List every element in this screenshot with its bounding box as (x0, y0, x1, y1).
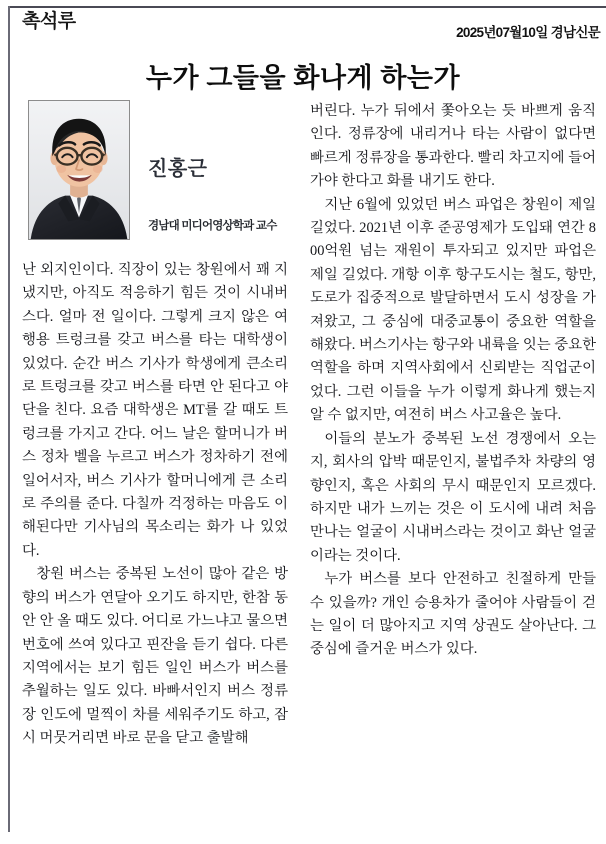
article-column-left (22, 259, 288, 751)
author-name: 진홍근 (148, 158, 208, 180)
paragraph: 누가 버스를 보다 안전하고 친절하게 만들 수 있을까? 개인 승용차가 줄어야 사람들이 걷는 일이 더 많아지고 지역 상권도 살아난다. 그 중심에 즐거운 버스가 있다. (310, 571, 596, 658)
masthead (22, 12, 600, 42)
author-portrait-illustration (29, 101, 129, 239)
issue-date-and-paper: 2025년07월10일 경남신문 (456, 25, 600, 40)
paragraph: 난 외지인이다. 직장이 있는 창원에서 꽤 지냈지만, 아직도 적응하기 힘든 것이 시내버스다. 얼마 전 일이다. 그렇게 크지 않은 여행용 트렁크를 갖고 버스를 타는 대학생이 있었다. 순간 버스 기사가 학생에게 큰소리로 트렁크를 갖고 버스를 타면 안 된다고 야단을 친다. 요즘 대학생은 MT를 갈 때도 트렁크를 가지고 간다. 어느 날은 할머니가 버스 정차 벨을 누르고 버스가 정차하기 전에 일어서자, 버스 기사가 할머니에게 큰 소리로 주의를 준다. 다칠까 걱정하는 마음도 이해된다만 기사님의 목소리는 화가 나 있었다. (22, 262, 288, 559)
byline-block (22, 100, 292, 250)
author-affiliation: 경남대 미디어영상학과 교수 (148, 220, 277, 232)
article-headline: 누가 그들을 화나게 하는가 (145, 63, 461, 94)
paragraph: 창원 버스는 중복된 노선이 많아 같은 방향의 버스가 연달아 오기도 하지만, 한참 동안 안 올 때도 있다. 어디로 가느냐고 물으면 번호에 쓰여 있다고 핀잔을 듣기 쉽다. 다른 지역에서는 보기 힘든 일인 버스가 버스를 추월하는 일도 있다. 바빠서인지 버스 정류장 인도에 멀찍이 차를 세워주기도 하고, 잠시 머뭇거리면 바로 문을 닫고 출발해 (22, 566, 288, 747)
section-title: 촉석루 (22, 11, 76, 32)
article-column-right (310, 100, 596, 662)
page-left-rule (8, 6, 10, 832)
paragraph: 이들의 분노가 중복된 노선 경쟁에서 오는지, 회사의 압박 때문인지, 불법주차 차량의 영향인지, 혹은 사회의 무시 때문인지 모르겠다. 하지만 내가 느끼는 것은 이 도시에 내려 처음 만나는 얼굴이 시내버스라는 것이고 화난 얼굴이라는 것이다. (310, 430, 596, 564)
paragraph: 지난 6월에 있었던 버스 파업은 창원이 제일 길었다. 2021년 이후 준공영제가 도입돼 연간 800억원 넘는 재원이 투자되고 있지만 파업은 제일 길었다. 개항 이후 항구도시는 철도, 항만, 도로가 집중적으로 발달하면서 도시 성장을 가져왔고, 그 중심에 대중교통이 중요한 역할을 해왔다. 버스기사는 항구와 내륙을 잇는 중요한 역할을 하며 지역사회에서 신뢰받는 직업군이었다. 그런 이들을 누가 이렇게 화나게 했는지 알 수 없지만, 여전히 버스 사고율은 높다. (310, 196, 596, 424)
paragraph: 버린다. 누가 뒤에서 쫓아오는 듯 바쁘게 움직인다. 정류장에 내리거나 타는 사람이 없다면 빠르게 정류장을 통과한다. 빨리 차고지에 들어가야 한다고 화를 내기도 한다. (310, 103, 596, 190)
author-portrait (28, 100, 130, 240)
page-top-rule (8, 6, 606, 8)
